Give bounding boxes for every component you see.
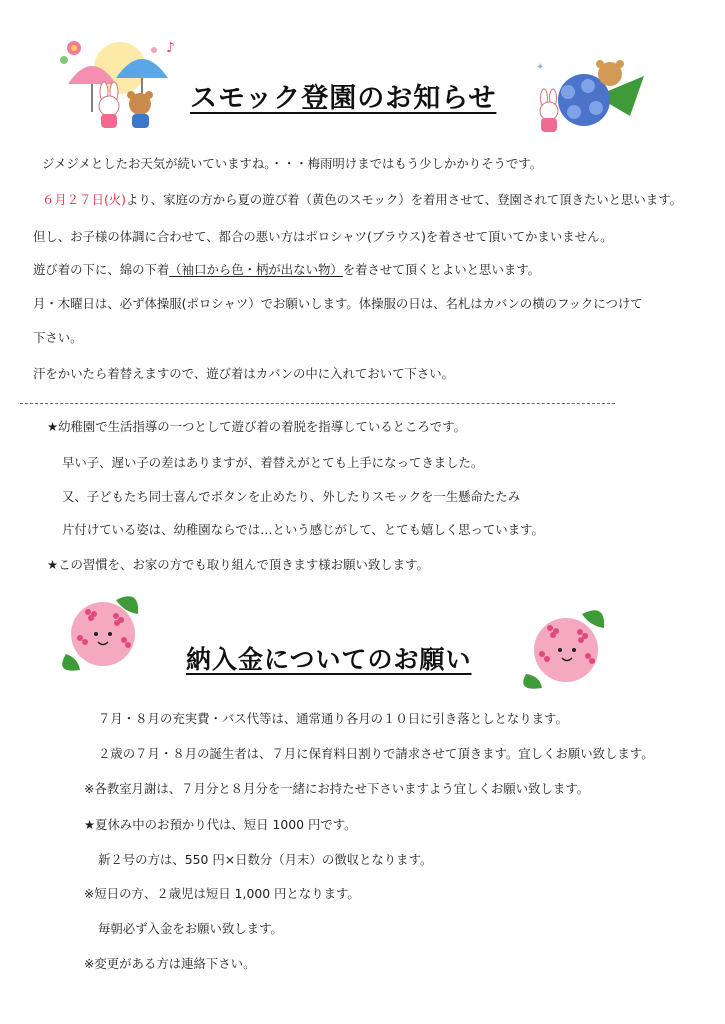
payment-line: ★夏休み中のお預かり代は、短日 1000 円です。	[84, 817, 357, 832]
payment-line: ７月・８月の充実費・バス代等は、通常通り各月の１０日に引き落としとなります。	[98, 711, 568, 726]
intro-line: ジメジメとしたお天気が続いていますね。・・・梅雨明けまではもう少しかかりそうです。	[42, 156, 543, 171]
note-line: 早い子、遅い子の差はありますが、着替えがとても上手になってきました。	[62, 455, 484, 470]
pe-day-line-cont: 下さい。	[33, 330, 83, 345]
payment-line: ※短日の方、２歳児は短日 1,000 円となります。	[84, 886, 360, 901]
pe-day-line: 月・木曜日は、必ず体操服(ポロシャツ）でお願いします。体操服の日は、名札はカバンの横のフックにつけて	[33, 296, 643, 311]
start-date-line: ６月２７日(火)より、家庭の方から夏の遊び着（黄色のスモック）を着用させて、登園されて頂きたいと思います。	[42, 192, 682, 207]
svg-text:♪: ♪	[166, 40, 175, 56]
pink-flower-right	[520, 604, 610, 692]
note-line: 片付けている姿は、幼稚園ならでは…という感じがして、とても嬉しく思っています。	[62, 522, 544, 537]
pink-flower-left	[58, 590, 148, 676]
payment-line: 毎朝必ず入金をお願い致します。	[98, 921, 283, 936]
hydrangea-bear-illustration	[526, 56, 650, 140]
payment-line: ※各教室月謝は、７月分と８月分を一緒にお持たせ下さいますよう宜しくお願い致します。	[84, 781, 590, 796]
note-line: 又、子どもたち同士喜んでボタンを止めたり、外したりスモックを一生懸命たたみ	[62, 489, 521, 504]
payment-line: ２歳の７月・８月の誕生者は、７月に保育料日割りで請求させて頂きます。宜しくお願い致します。	[98, 746, 654, 761]
note-line: ★幼稚園で生活指導の一つとして遊び着の着脱を指導しているところです。	[47, 419, 466, 434]
section-title: 納入金についてのお願い	[186, 645, 472, 674]
polo-shirt-line: 但し、お子様の体調に合わせて、都合の悪い方はポロシャツ(ブラウス)を着させて頂いてかまいません。	[33, 229, 613, 244]
note-line: ★この習慣を、お家の方でも取り組んで頂きます様お願い致します。	[47, 557, 429, 572]
start-date: ６月２７日(火)	[42, 192, 127, 207]
underwear-line: 遊び着の下に、綿の下着（袖口から色・柄が出ない物）を着させて頂くとよいと思います。	[33, 262, 541, 277]
change-clothes-line: 汗をかいたら着替えますので、遊び着はカバンの中に入れておいて下さい。	[33, 366, 455, 381]
section-divider	[20, 403, 615, 404]
svg-text:✦: ✦	[536, 62, 545, 73]
page-title: スモック登園のお知らせ	[190, 83, 497, 114]
payment-line: ※変更がある方は連絡下さい。	[84, 956, 256, 971]
umbrella-characters-illustration	[58, 34, 186, 134]
payment-line: 新２号の方は、550 円×日数分（月末）の徴収となります。	[98, 852, 433, 867]
